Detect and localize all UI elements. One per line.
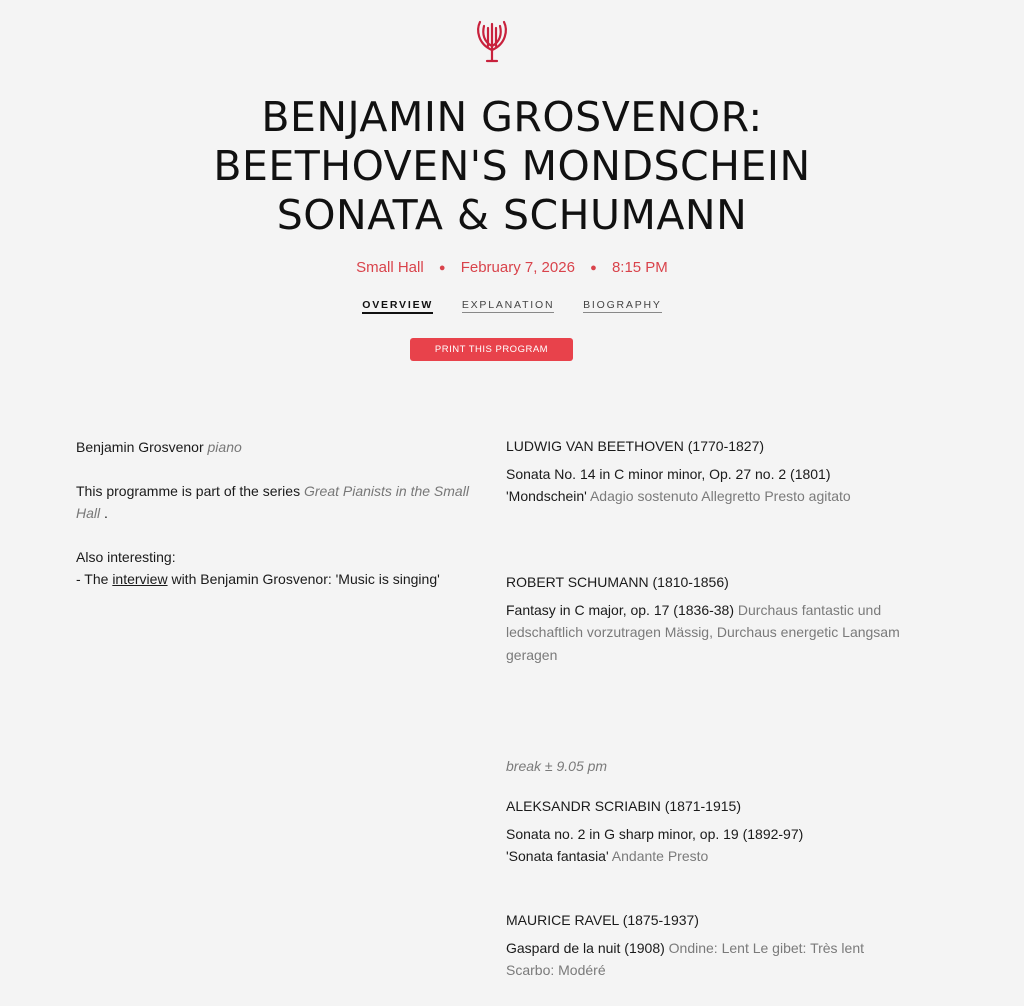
event-date: February 7, 2026 xyxy=(460,259,575,276)
tab-biography[interactable]: BIOGRAPHY xyxy=(583,299,662,311)
series-suffix: . xyxy=(100,505,108,521)
program-item xyxy=(506,909,916,982)
composer-name: MAURICE RAVEL (1875-1937) xyxy=(506,912,699,928)
program-item xyxy=(506,571,916,666)
title-line: BEETHOVEN'S MONDSCHEIN xyxy=(213,142,811,190)
work-details xyxy=(506,937,916,982)
page-title xyxy=(0,93,1024,240)
venue: Small Hall xyxy=(356,259,424,276)
work-details xyxy=(506,845,916,868)
movements: Adagio sostenuto Allegretto Presto agitato xyxy=(589,488,851,504)
program-item xyxy=(506,435,916,508)
series-link[interactable]: Great Pianists in the Small Hall xyxy=(76,483,469,521)
performer-line xyxy=(76,436,476,458)
lyre-icon xyxy=(474,16,510,68)
work-title: Fantasy in C major, op. 17 (1836-38) xyxy=(506,601,735,618)
interview-link[interactable]: interview xyxy=(112,571,168,587)
composer-name: ALEKSANDR SCRIABIN (1871-1915) xyxy=(506,798,741,814)
intermission-note: break ± 9.05 pm xyxy=(506,758,608,774)
program-item xyxy=(506,795,916,868)
overview-column xyxy=(76,436,476,590)
series-note xyxy=(76,480,476,524)
movements: Durchaus fantastic und ledschaftlich vorzutragen Mässig, Durchaus energetic Langsam geragen xyxy=(506,601,900,663)
work-title: Sonata no. 2 in G sharp minor, op. 19 (1892-97) xyxy=(506,825,804,842)
program-tabs xyxy=(0,299,1024,314)
performer-name: Benjamin Grosvenor xyxy=(76,439,204,455)
work-subtitle: 'Sonata fantasia' xyxy=(506,848,609,864)
also-interesting xyxy=(76,546,476,590)
event-time: 8:15 PM xyxy=(611,259,668,276)
print-program-button[interactable]: PRINT THIS PROGRAM xyxy=(410,338,573,361)
series-prefix: This programme is part of the series xyxy=(76,483,304,499)
work-details xyxy=(506,599,916,667)
movements: Ondine: Lent Le gibet: Très lent Scarbo: Modéré xyxy=(506,939,865,978)
also-interesting-label: Also interesting: xyxy=(76,549,176,565)
movements: Andante Presto xyxy=(611,848,709,864)
also-prefix: - The xyxy=(76,571,113,587)
performer-role: piano xyxy=(207,439,242,455)
title-line: SONATA & SCHUMANN xyxy=(276,191,748,239)
separator-dot: ● xyxy=(438,262,446,274)
title-line: BENJAMIN GROSVENOR: xyxy=(261,93,763,141)
composer-name: ROBERT SCHUMANN (1810-1856) xyxy=(506,574,729,590)
work-subtitle: 'Mondschein' xyxy=(506,488,587,504)
work-title: Gaspard de la nuit (1908) xyxy=(506,939,665,956)
tab-overview[interactable]: OVERVIEW xyxy=(362,299,433,314)
work-details xyxy=(506,485,916,508)
work-title: Sonata No. 14 in C minor minor, Op. 27 no. 2 (1801) xyxy=(506,465,831,482)
composer-name: LUDWIG VAN BEETHOVEN (1770-1827) xyxy=(506,438,765,454)
event-meta xyxy=(0,259,1024,276)
also-suffix: with Benjamin Grosvenor: 'Music is singing' xyxy=(167,571,440,587)
tab-explanation[interactable]: EXPLANATION xyxy=(461,299,555,311)
also-interesting-item xyxy=(76,568,476,590)
separator-dot: ● xyxy=(590,262,597,274)
